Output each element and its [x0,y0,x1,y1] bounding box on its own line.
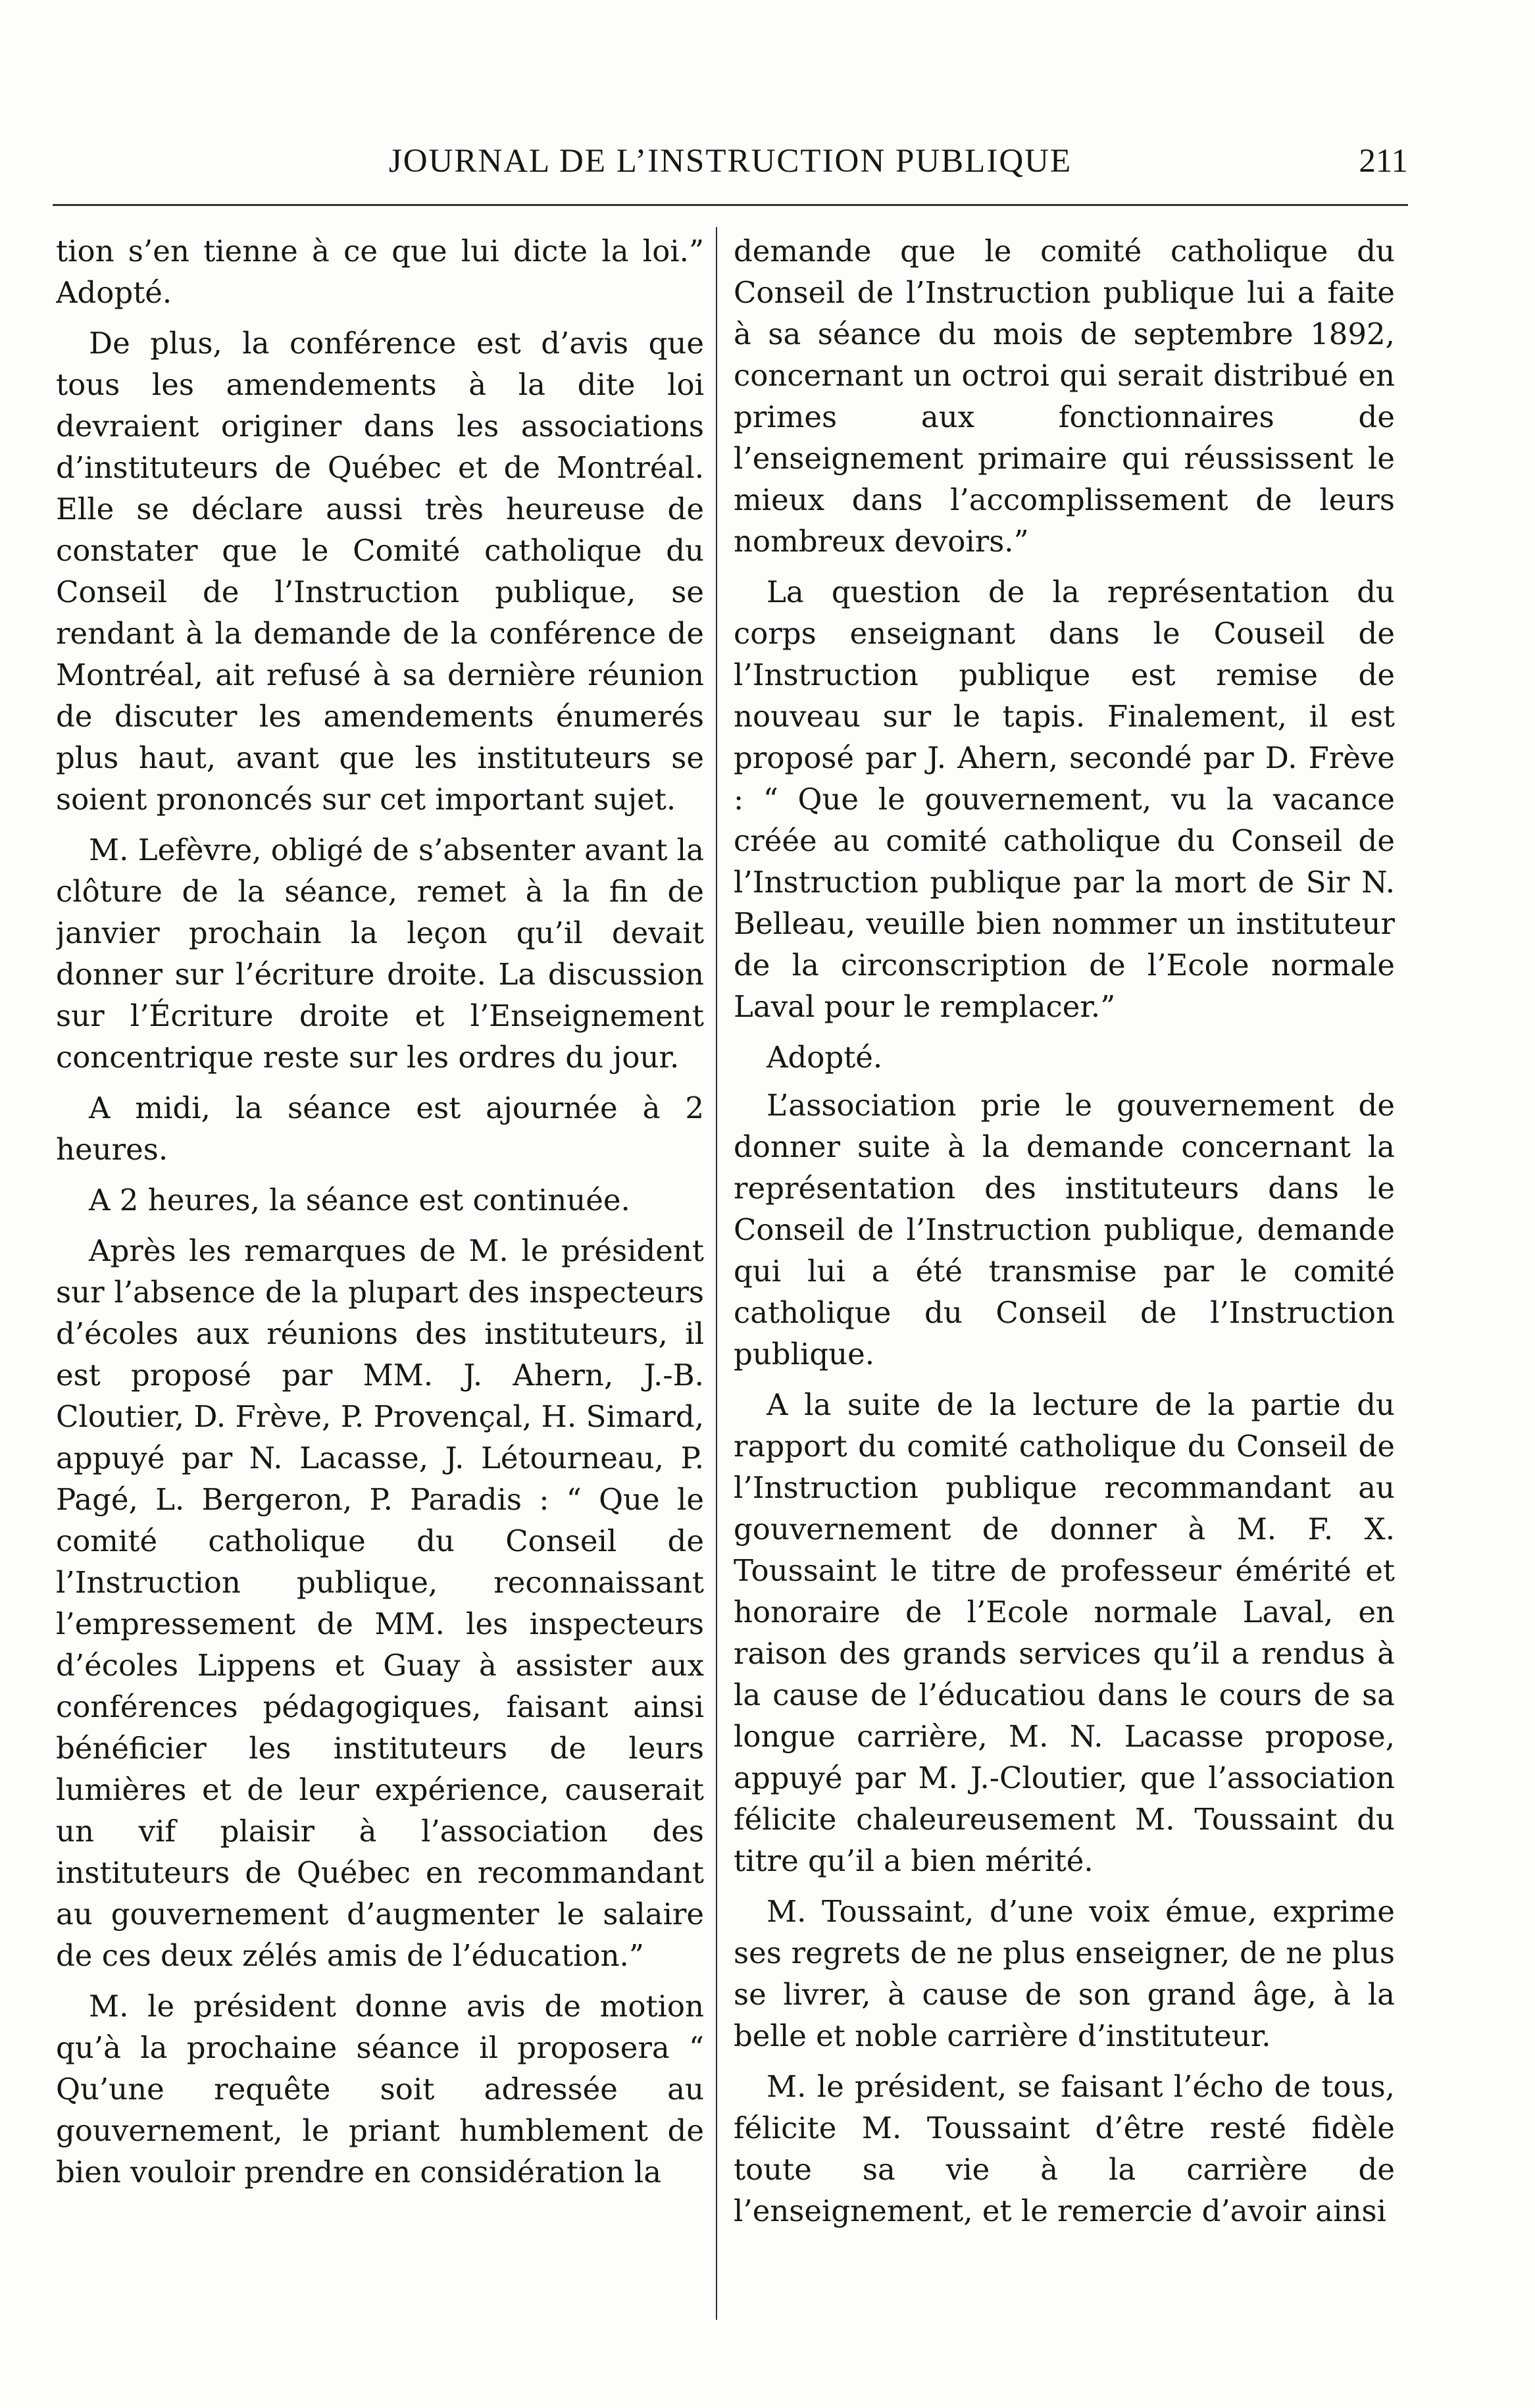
paragraph: M. le président, se faisant l’écho de tous, félicite M. Toussaint d’être resté fidèle toute sa vie à la carrière de l’enseignement, et le remercie d’avoir ainsi [734,2069,1395,2228]
paragraph: La question de la représentation du corps enseignant dans le Couseil de l’Instruction publique est remise de nouveau sur le tapis. Finalement, il est proposé par J. Ahern, secondé par D. Frève : “ Que le gouvernement, vu la vacance créée au comité catholique du Conseil de l’Instruction publique par la mort de Sir N. Belleau, veuille bien nommer un instituteur de la circonscription de l’Ecole normale Laval pour le remplacer.” [734,575,1395,1024]
paragraph: demande que le comité catholique du Conseil de l’Instruction publique lui a faite à sa séance du mois de septembre 1892, concernant un octroi qui serait distribué en primes aux fonctionnaires de l’enseignement primaire qui réussissent le mieux dans l’accomplissement de leurs nombreux devoirs.” [734,234,1395,559]
paragraph: De plus, la conférence est d’avis que tous les amendements à la dite loi devraient originer dans les associations d’instituteurs de Québec et de Montréal. Elle se déclare aussi très heureuse de constater que le Comité catholique du Conseil de l’Instruction publique, se rendant à la demande de la conférence de Montréal, ait refusé à sa dernière réunion de discuter les amendements énumerés plus haut, avant que les instituteurs se soient prononcés sur cet important sujet. [56,326,704,817]
paragraph: L’association prie le gouvernement de donner suite à la demande concernant la représentation des instituteurs dans le Conseil de l’Instruction publique, demande qui lui a été transmise par le comité catholique du Conseil de l’Instruction publique. [734,1088,1395,1371]
page-header [53,132,1408,191]
paragraph: Après les remarques de M. le président sur l’absence de la plupart des inspecteurs d’écoles aux réunions des instituteurs, il est proposé par MM. J. Ahern, J.-B. Cloutier, D. Frève, P. Provençal, H. Simard, appuyé par N. Lacasse, J. Létourneau, P. Pagé, L. Bergeron, P. Paradis : “ Que le comité catholique du Conseil de l’Instruction publique, reconnaissant l’empressement de MM. les inspecteurs d’écoles Lippens et Guay à assister aux conférences pédagogiques, faisant ainsi bénéficier les instituteurs de leurs lumières et de leur expérience, causerait un vif plaisir à l’association des instituteurs de Québec en recommandant au gouvernement d’augmenter le salaire de ces deux zélés amis de l’éducation.” [56,1233,704,1973]
paragraph: M. Toussaint, d’une voix émue, exprime ses regrets de ne plus enseigner, de ne plus se livrer, à cause de son grand âge, à la belle et noble carrière d’instituteur. [734,1894,1395,2053]
column-divider [716,227,717,2320]
paragraph: M. Lefèvre, obligé de s’absenter avant la clôture de la séance, remet à la fin de janvier prochain la leçon qu’il devait donner sur l’écriture droite. La discussion sur l’Écriture droite et l’Enseignement concentrique reste sur les ordres du jour. [56,833,704,1075]
paragraph: Adopté. [767,1040,883,1075]
paragraph: A midi, la séance est ajournée à 2 heures. [56,1090,704,1167]
running-title: JOURNAL DE L’INSTRUCTION PUBLIQUE [388,143,1072,180]
paragraph: A 2 heures, la séance est continuée. [89,1183,630,1217]
paragraph: tion s’en tienne à ce que lui dicte la loi.” Adopté. [56,234,704,310]
paragraph: A la suite de la lecture de la partie du rapport du comité catholique du Conseil de l’Instruction publique recommandant au gouvernement de donner à M. F. X. Toussaint le titre de professeur émérité et honoraire de l’Ecole normale Laval, en raison des grands services qu’il a rendus à la cause de l’éducatiou dans le cours de sa longue carrière, M. N. Lacasse propose, appuyé par M. J.-Cloutier, que l’association félicite chaleureusement M. Toussaint du titre qu’il a bien mérité. [734,1387,1395,1878]
page-number: 211 [1359,143,1408,180]
paragraph: M. le président donne avis de motion qu’à la prochaine séance il proposera “ Qu’une requête soit adressée au gouvernement, le priant humblement de bien vouloir prendre en considération la [56,1989,704,2190]
header-rule [53,204,1408,206]
left-column [56,230,704,2336]
right-column [734,230,1395,2336]
